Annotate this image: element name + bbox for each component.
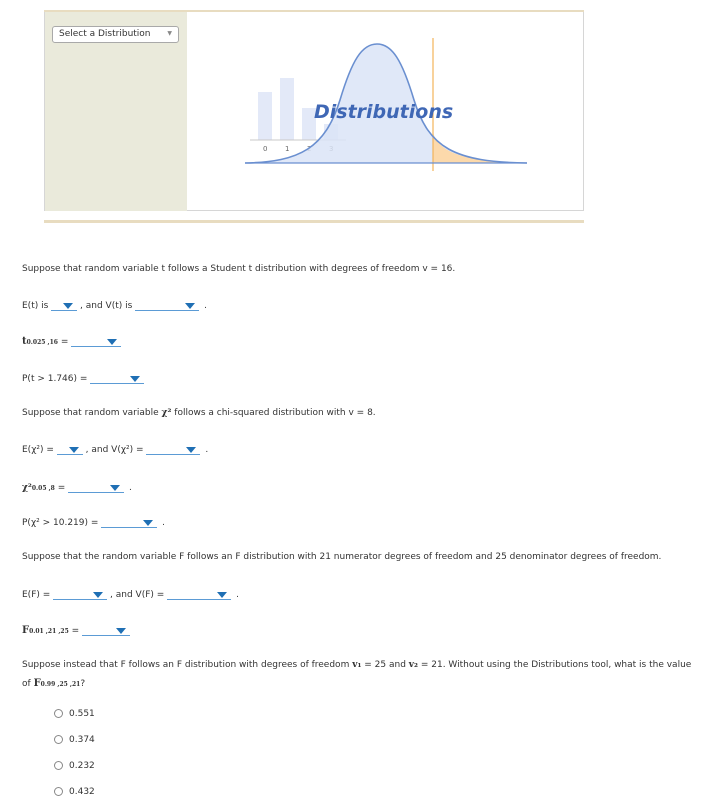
option-2[interactable]: [54, 761, 95, 771]
dropdown-arrow-icon: [185, 303, 195, 309]
tick-1: 1: [285, 145, 290, 153]
vt-dropdown[interactable]: [135, 299, 199, 311]
equals: =: [71, 626, 80, 636]
q3-mean-variance-row: [22, 588, 239, 600]
chi-prob-dropdown[interactable]: [101, 516, 157, 528]
option-label: 0.551: [69, 709, 95, 719]
q1-probability-row: [22, 372, 144, 384]
q1-critical-value-row: [22, 335, 121, 347]
chi-prob-label: P(χ² > 10.219) =: [22, 518, 99, 528]
vchi-dropdown[interactable]: [146, 443, 200, 455]
option-label: 0.374: [69, 735, 95, 745]
t-critical-dropdown[interactable]: [71, 335, 121, 347]
t-symbol: t: [22, 336, 27, 347]
vf-label: , and V(F) =: [110, 590, 165, 600]
chi-symbol: χ²: [22, 483, 32, 493]
dropdown-arrow-icon: [63, 303, 73, 309]
q4-line-1: [22, 660, 691, 670]
period: .: [162, 518, 166, 528]
vf-dropdown[interactable]: [167, 588, 231, 600]
dropdown-arrow-icon: [186, 447, 196, 453]
f-critical-dropdown[interactable]: [82, 624, 130, 636]
q2-mean-variance-row: [22, 443, 208, 455]
ef-label: E(F) =: [22, 590, 51, 600]
dropdown-arrow-icon: [143, 520, 153, 526]
prob-label: P(t > 1.746) =: [22, 374, 88, 384]
distributions-illustration[interactable]: [240, 30, 540, 180]
v1-symbol: v₁: [352, 660, 362, 670]
q4-text-b: = 25 and: [364, 660, 406, 670]
option-0[interactable]: [54, 709, 95, 719]
f-symbol: F: [22, 625, 30, 636]
et-label: E(t) is: [22, 301, 49, 311]
q4-text-of: of: [22, 679, 31, 689]
t-prob-dropdown[interactable]: [90, 372, 144, 384]
equals: =: [57, 483, 66, 493]
f-subscript: 0.99 ,25 ,21: [40, 681, 81, 688]
option-label: 0.232: [69, 761, 95, 771]
bar-0: [258, 92, 272, 140]
period: .: [204, 301, 207, 311]
dropdown-arrow-icon: [110, 485, 120, 491]
select-distribution-label: Select a Distribution: [59, 29, 151, 39]
echi-label: E(χ²) =: [22, 445, 54, 455]
period: .: [129, 483, 132, 493]
f-subscript: 0.01 ,21 ,25: [29, 628, 69, 635]
t-subscript: 0.025 ,16: [26, 339, 58, 346]
v2-symbol: v₂: [408, 660, 418, 670]
chevron-down-icon: ▼: [167, 30, 172, 37]
radio-button[interactable]: [54, 735, 63, 744]
option-1[interactable]: [54, 735, 95, 745]
f-symbol: F: [33, 678, 41, 689]
dropdown-arrow-icon: [69, 447, 79, 453]
chi-symbol: χ²: [161, 408, 172, 418]
vchi-label: , and V(χ²) =: [85, 445, 144, 455]
q2-intro-b: follows a chi-squared distribution with v = 8.: [174, 408, 376, 418]
q1-intro: Suppose that random variable t follows a Student t distribution with degrees of freedom v = 16.: [22, 264, 456, 274]
dropdown-arrow-icon: [116, 628, 126, 634]
option-3[interactable]: [54, 787, 95, 797]
dropdown-arrow-icon: [130, 376, 140, 382]
q4-line-2: [22, 678, 85, 689]
radio-button[interactable]: [54, 709, 63, 718]
q3-intro: Suppose that the random variable F follows an F distribution with 21 numerator degrees of freedom and 25 denominator degrees of freedom.: [22, 552, 662, 562]
bar-1: [280, 78, 294, 140]
chi-critical-dropdown[interactable]: [68, 481, 124, 493]
echi-dropdown[interactable]: [57, 443, 83, 455]
radio-button[interactable]: [54, 787, 63, 796]
q4-text-a: Suppose instead that F follows an F distribution with degrees of freedom: [22, 660, 350, 670]
tool-title: Distributions: [314, 101, 454, 123]
q2-intro: [22, 408, 376, 418]
ef-dropdown[interactable]: [53, 588, 107, 600]
period: .: [205, 445, 209, 455]
q2-intro-a: Suppose that random variable: [22, 408, 159, 418]
chi-subscript: 0.05 ,8: [31, 485, 55, 492]
radio-button[interactable]: [54, 761, 63, 770]
option-label: 0.432: [69, 787, 95, 797]
period: .: [236, 590, 239, 600]
q4-text-c: = 21. Without using the Distributions tool, what is the value: [420, 660, 692, 670]
q1-mean-variance-row: [22, 299, 207, 311]
dropdown-arrow-icon: [93, 592, 103, 598]
equals: =: [60, 337, 69, 347]
select-distribution-dropdown[interactable]: [52, 26, 179, 43]
dropdown-arrow-icon: [217, 592, 227, 598]
question-mark: ?: [80, 679, 86, 689]
vt-label: , and V(t) is: [80, 301, 133, 311]
q2-critical-value-row: [22, 481, 132, 493]
q3-critical-value-row: [22, 624, 130, 636]
q2-probability-row: [22, 516, 165, 528]
tick-0: 0: [263, 145, 268, 153]
dropdown-arrow-icon: [107, 339, 117, 345]
et-dropdown[interactable]: [51, 299, 77, 311]
